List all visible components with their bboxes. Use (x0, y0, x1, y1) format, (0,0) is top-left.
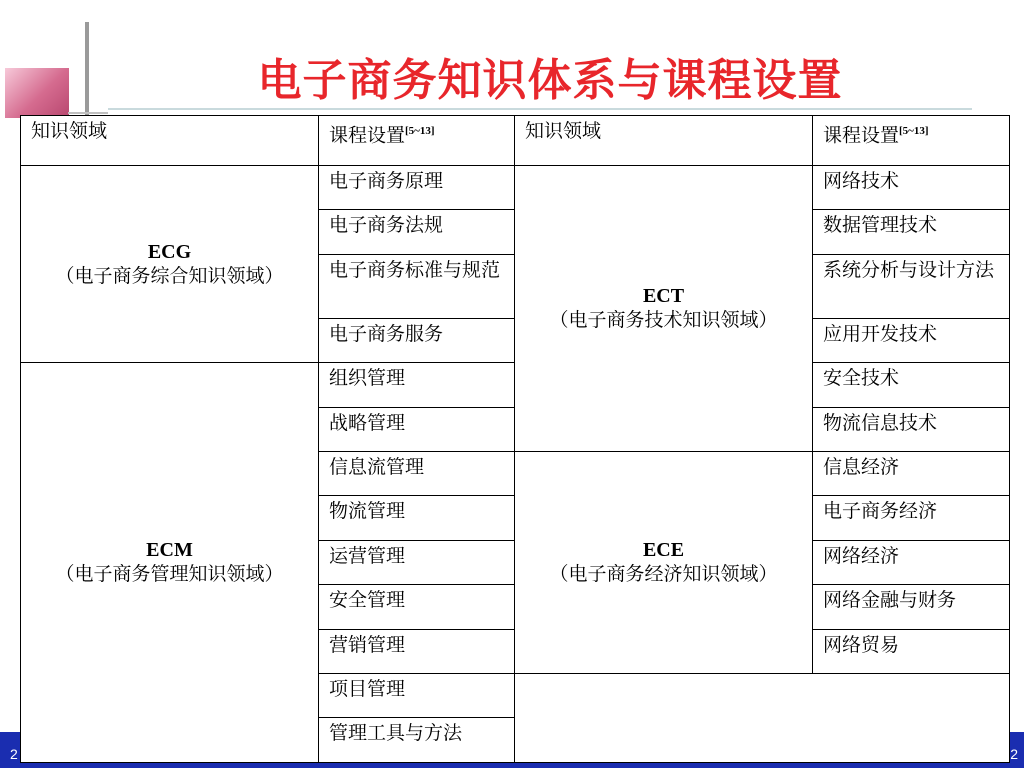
course-cell: 数据管理技术 (813, 210, 1010, 254)
course-cell: 网络技术 (813, 166, 1010, 210)
course-cell: 营销管理 (319, 629, 515, 673)
domain-ect-cell (515, 166, 813, 452)
header-domain-2: 知识领域 (515, 116, 813, 166)
domain-name: （电子商务综合知识领域） (55, 265, 284, 288)
domain-code: ECM (146, 539, 193, 562)
course-cell: 物流管理 (319, 496, 515, 540)
course-cell: 电子商务原理 (319, 166, 515, 210)
course-cell: 项目管理 (319, 673, 515, 717)
course-cell: 网络经济 (813, 540, 1010, 584)
domain-name: （电子商务技术知识领域） (549, 309, 778, 332)
domain-name: （电子商务经济知识领域） (549, 563, 778, 586)
course-cell: 电子商务经济 (813, 496, 1010, 540)
course-cell: 管理工具与方法 (319, 718, 515, 762)
citation-sup: [5~13] (899, 125, 929, 137)
domain-ecm-cell (21, 363, 319, 763)
empty-cell (515, 673, 1010, 762)
course-cell: 信息流管理 (319, 451, 515, 495)
footer-left-text: 2 (10, 746, 18, 762)
domain-ecg-cell (21, 166, 319, 363)
course-cell: 组织管理 (319, 363, 515, 407)
course-cell: 系统分析与设计方法 (813, 254, 1010, 318)
table-row (21, 166, 1010, 210)
course-cell: 安全技术 (813, 363, 1010, 407)
page-title: 电子商务知识体系与课程设置 (257, 55, 843, 106)
header-course-2: 课程设置[5~13] (813, 116, 1010, 166)
course-cell: 物流信息技术 (813, 407, 1010, 451)
domain-name: （电子商务管理知识领域） (55, 563, 284, 586)
decorative-vertical-bar (85, 22, 89, 118)
decorative-pink-square (5, 68, 69, 118)
course-cell: 网络金融与财务 (813, 585, 1010, 629)
course-cell: 电子商务标准与规范 (319, 254, 515, 318)
course-cell: 安全管理 (319, 585, 515, 629)
table-header-row (21, 116, 1010, 166)
course-cell: 运营管理 (319, 540, 515, 584)
domain-code: ECT (642, 285, 685, 308)
course-cell: 电子商务服务 (319, 318, 515, 362)
course-cell: 电子商务法规 (319, 210, 515, 254)
course-cell: 信息经济 (813, 451, 1010, 495)
domain-ece-cell (515, 451, 813, 673)
domain-code: ECE (642, 539, 685, 562)
header-course-1: 课程设置[5~13] (319, 116, 515, 166)
decorative-short-line (68, 112, 108, 114)
knowledge-course-table (20, 115, 1010, 763)
citation-sup: [5~13] (405, 125, 435, 137)
course-cell: 网络贸易 (813, 629, 1010, 673)
title-underline (108, 108, 972, 110)
page-number: 2 (1010, 746, 1018, 762)
course-cell: 战略管理 (319, 407, 515, 451)
domain-code: ECG (147, 241, 192, 264)
course-cell: 应用开发技术 (813, 318, 1010, 362)
header-domain-1: 知识领域 (21, 116, 319, 166)
